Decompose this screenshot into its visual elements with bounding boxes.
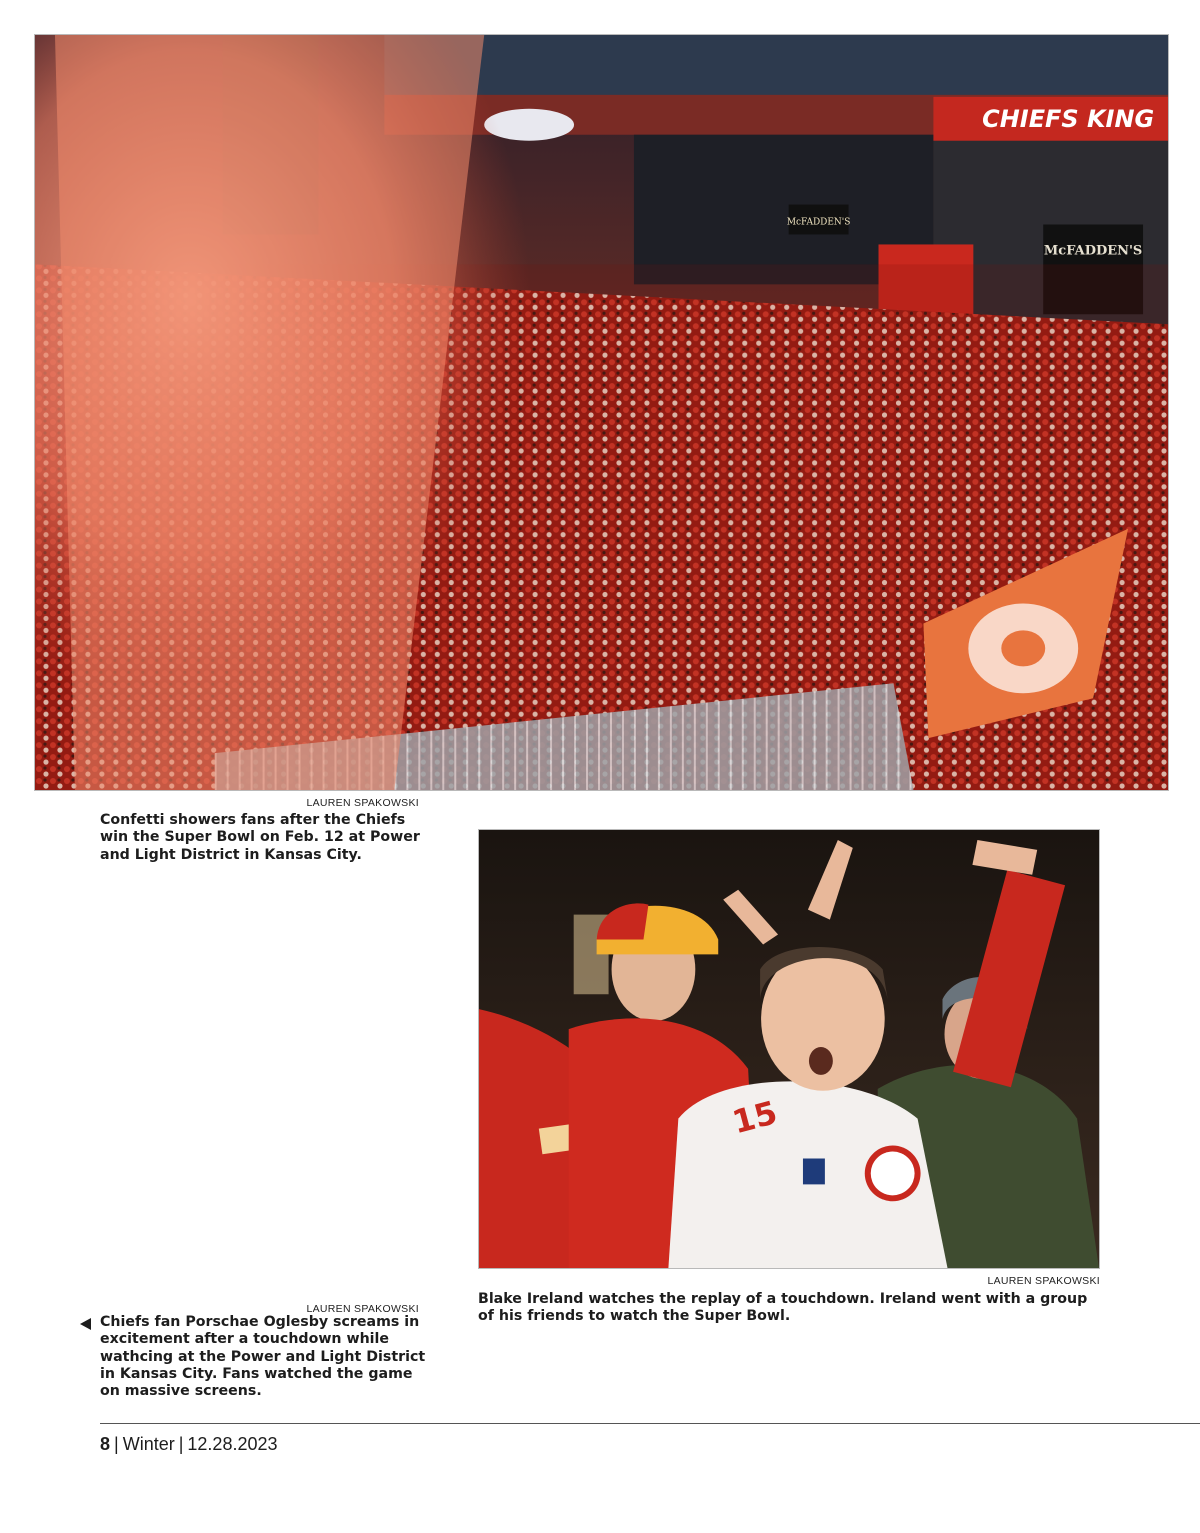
confetti-crowd-photo — [34, 34, 1169, 791]
footer-separator: | — [178, 1434, 184, 1454]
mcfaddens-sign-right: McFADDEN'S — [1043, 243, 1143, 259]
page-footer — [100, 1434, 278, 1455]
footer-separator: | — [114, 1434, 119, 1454]
footer-section: Winter — [122, 1434, 175, 1454]
photo-credit-right: LAUREN SPAKOWSKI — [987, 1275, 1100, 1287]
page-number: 8 — [100, 1434, 111, 1454]
caption-top: Confetti showers fans after the Chiefs win the Super Bowl on Feb. 12 at Power and Light District in Kansas City. — [100, 812, 420, 863]
caption-right: Blake Ireland watches the replay of a touchdown. Ireland went with a group of his friends to watch the Super Bowl. — [478, 1291, 1088, 1325]
footer-rule — [100, 1423, 1200, 1424]
photo-credit-left: LAUREN SPAKOWSKI — [306, 1303, 419, 1315]
triangle-left-icon — [80, 1318, 91, 1330]
footer-date: 12.28.2023 — [187, 1434, 278, 1454]
chiefs-king-banner: CHIEFS KING — [982, 104, 1155, 133]
photo-credit-top: LAUREN SPAKOWSKI — [306, 797, 419, 809]
caption-left: Chiefs fan Porschae Oglesby screams in excitement after a touchdown while wathcing at the Power and Light District in Kansas City. Fans watched the game on massive screens. — [100, 1314, 426, 1400]
blake-ireland-photo — [478, 829, 1100, 1269]
mcfaddens-sign-left: McFADDEN'S — [786, 217, 851, 228]
svg-text:15: 15 — [728, 1093, 782, 1142]
